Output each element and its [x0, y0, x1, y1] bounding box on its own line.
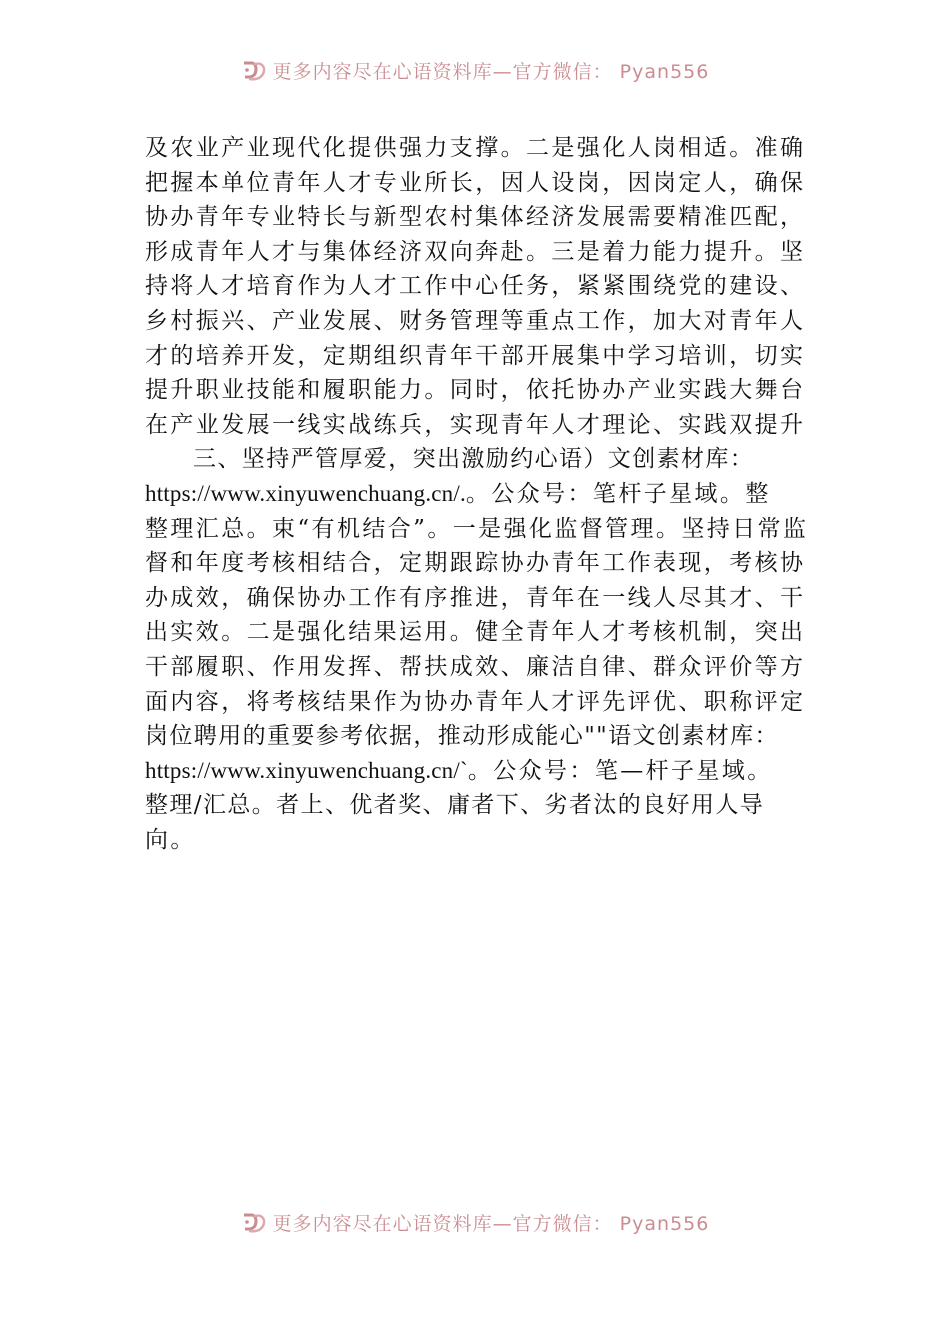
footer-watermark [0, 1208, 950, 1236]
text-line: 整理/汇总。者上、优者奖、庸者下、劣者汰的良好用人导 [145, 792, 765, 819]
logo-icon [241, 1211, 267, 1233]
text-line: 在产业发展一线实战练兵，实现青年人才理论、实践双提升 [145, 411, 806, 438]
header-watermark [0, 56, 950, 84]
text-line: 面内容，将考核结果作为协办青年人才评先评优、职称评定 [145, 688, 806, 715]
text-line: 出实效。二是强化结果运用。健全青年人才考核机制，突出 [145, 619, 806, 646]
url-line [145, 477, 807, 512]
text-line: 把握本单位青年人才专业所长，因人设岗，因岗定人，确保 [145, 169, 806, 196]
watermark-text: 更多内容尽在心语资料库—官方微信： Pyan556 [272, 60, 710, 83]
text-line: 持将人才培育作为人才工作中心任务，紧紧围绕党的建设、 [145, 273, 806, 300]
text-line: 督和年度考核相结合，定期跟踪协办青年工作表现，考核协 [145, 550, 806, 577]
url-line-rest: 。公众号：笔—杆子星域。 [467, 757, 773, 784]
text-line: 向。 [145, 826, 196, 853]
document-body [145, 131, 807, 857]
logo-icon [241, 59, 267, 81]
url-line-rest: 。公众号：笔杆子星域。整 [465, 480, 771, 507]
text-line: 才的培养开发，定期组织青年干部开展集中学习培训，切实 [145, 342, 806, 369]
text-line: 形成青年人才与集体经济双向奔赴。三是着力能力提升。坚 [145, 238, 806, 265]
text-line: 及农业产业现代化提供强力支撑。二是强化人岗相适。准确 [145, 135, 806, 161]
text-line: 岗位聘用的重要参考依据，推动形成能心""语文创素材库： [145, 723, 779, 750]
watermark-text: 更多内容尽在心语资料库—官方微信： Pyan556 [272, 1212, 710, 1235]
url-text: https://www.xinyuwenchuang.cn/` [145, 757, 468, 783]
text-line: 乡村振兴、产业发展、财务管理等重点工作，加大对青年人 [145, 307, 806, 334]
section-heading-line: 三、坚持严管厚爱，突出激励约心语）文创素材库： [193, 446, 755, 473]
text-line: 协办青年专业特长与新型农村集体经济发展需要精准匹配， [145, 204, 806, 231]
url-line [145, 754, 807, 789]
url-text: https://www.xinyuwenchuang.cn/. [145, 480, 466, 506]
text-line: 整理汇总。束“有机结合”。一是强化监督管理。坚持日常监 [145, 515, 809, 542]
text-line: 提升职业技能和履职能力。同时，依托协办产业实践大舞台 [145, 377, 806, 404]
text-line: 办成效，确保协办工作有序推进，青年在一线人尽其才、干 [145, 584, 806, 611]
text-line: 干部履职、作用发挥、帮扶成效、廉洁自律、群众评价等方 [145, 653, 806, 680]
